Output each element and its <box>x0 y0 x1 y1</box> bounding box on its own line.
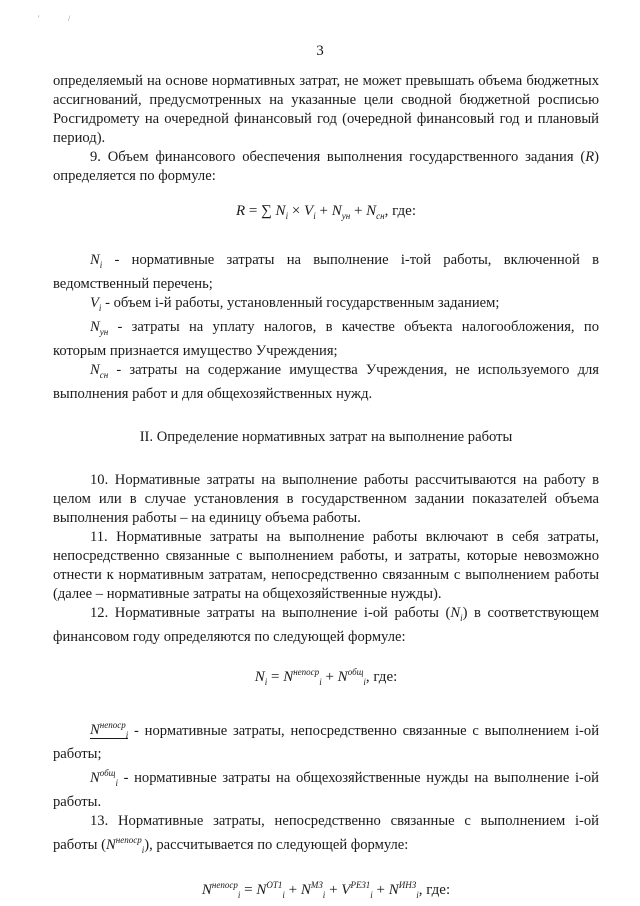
definition-obsh: $N^{общ}_i$ - нормативные затраты на общехозяйственные нужды на выполнение i-ой работы. <box>53 768 599 811</box>
paragraph-9: 9. Объем финансового обеспечения выполнения государственного задания (R) определяется по формуле: <box>53 149 599 184</box>
paragraph-13: 13. Нормативные затраты, непосредственно связанные с выполнением i-ой работы $(N^{непоср}_i)$, рассчитывается по следующей формуле: <box>53 813 599 855</box>
scan-artifact: / <box>68 14 71 23</box>
scan-artifact: ' <box>38 14 40 23</box>
paragraph-11: 11. Нормативные затраты на выполнение работы включают в себя затраты, непосредственно связанные с выполнением работы, и затраты, которые невозможно отнести к нормативным затратам, непосредственно связанным с выполнением работы (далее – нормативные затраты на общехозяйственные нужды). <box>53 528 599 602</box>
definition-vi: $V_i$ - объем i-й работы, установленный государственным заданием; <box>90 294 500 313</box>
document-body <box>53 72 599 906</box>
paragraph-intro: определяемый на основе нормативных затрат, не может превышать объема бюджетных ассигнований, предусмотренных на указанные цели сводной бюджетной росписью Росгидромету на очередной финансовый год (очередной финансовый год и плановый период). <box>53 73 599 146</box>
formula-ni: $N_i = N^{непоср}_i + N^{общ}_i$, где: <box>254 666 398 687</box>
paragraph-12: 12. Нормативные затраты на выполнение i-ой работы $(N_i)$ в соответствующем финансовом году определяются по следующей формуле: <box>53 604 599 645</box>
section-heading: II. Определение нормативных затрат на выполнение работы <box>139 428 513 445</box>
page-number: 3 <box>316 43 324 59</box>
formula-nepoср: $N^{непоср}_i = N^{ОТ1}_i + N^{МЗ}_i + V^{РЕЗ1}_i + N^{ИНЗ}_i$, где: <box>201 879 451 900</box>
definition-nsn: $N_{сн}$ - затраты на содержание имущества Учреждения, не используемого для выполнения работ и для общехозяйственных нужд. <box>53 361 599 402</box>
definition-nun: $N_{ун}$ - затраты на уплату налогов, в качестве объекта налогообложения, по которым признается имущество Учреждения; <box>53 318 599 359</box>
definition-nepoср: $N^{непоср}_i$ - нормативные затраты, непосредственно связанные с выполнением i-ой работы; <box>53 720 599 763</box>
formula-r: R = ∑ $N_i \times V_i + N_{ун} + N_{сн}$, где: <box>235 203 417 221</box>
definition-ni: $N_i$ - нормативные затраты на выполнение i-той работы, включенной в ведомственный перечень; <box>53 252 599 292</box>
paragraph-10: 10. Нормативные затраты на выполнение работы рассчитываются на работу в целом или в случае установления в государственном задании показателей объема выполнения работы – на единицу объема работы. <box>53 471 599 526</box>
